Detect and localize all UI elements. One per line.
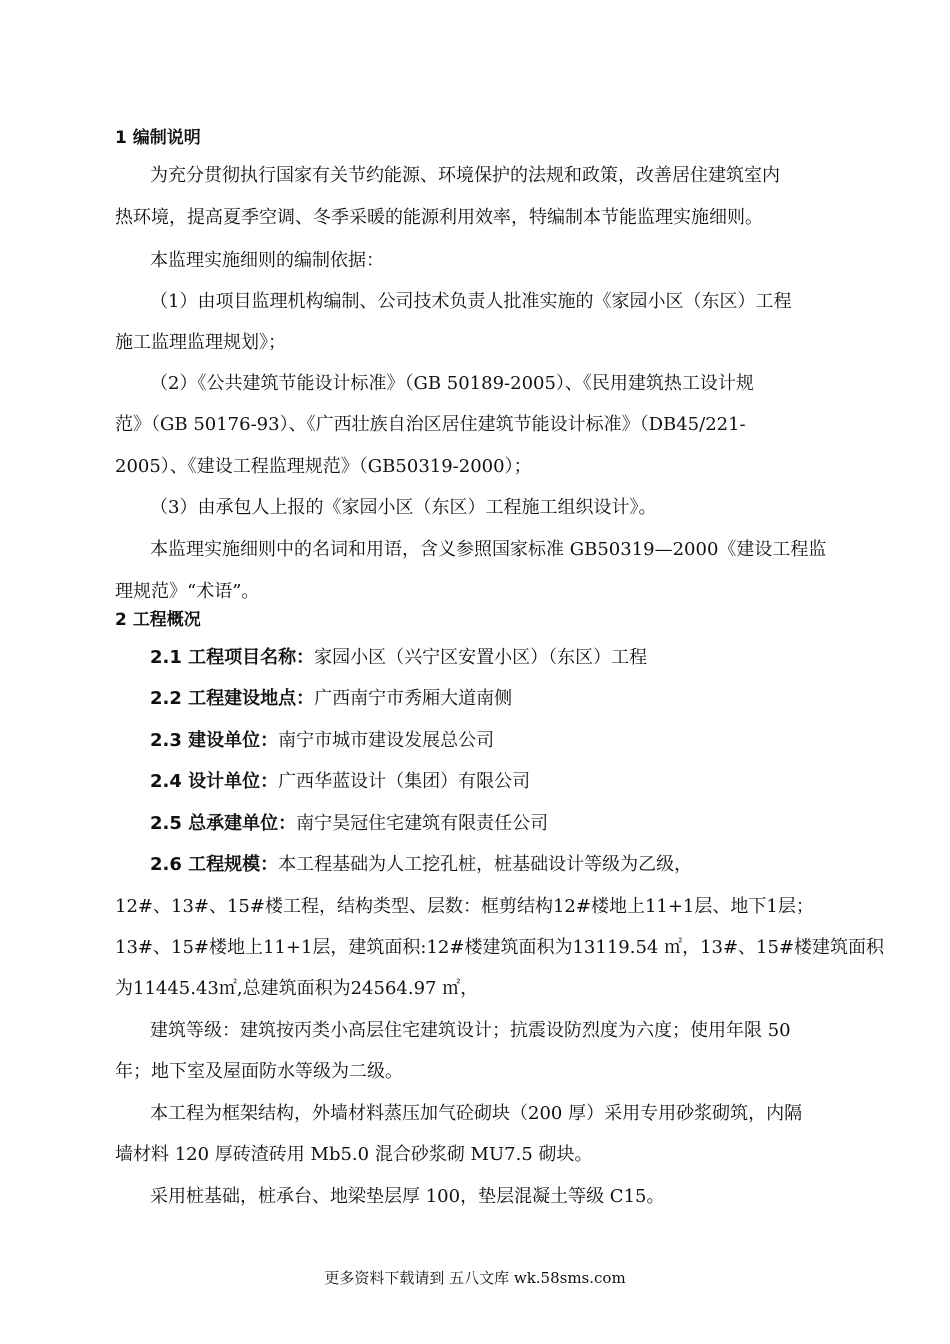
- overview-row: [150, 646, 647, 670]
- structure-line-2: 墙材料 120 厚砖渣砖用 Mb5.0 混合砂浆砌 MU7.5 砌块。: [115, 1144, 593, 1165]
- basis-item-2-line-2: 范》（GB 50176-93）、《广西壮族自治区居住建筑节能设计标准》（DB45/221-: [115, 414, 746, 435]
- grade-line-1: 建筑等级：建筑按丙类小高层住宅建筑设计；抗震设防烈度为六度；使用年限 50: [150, 1020, 791, 1041]
- overview-row-label: 2.1 工程项目名称：: [150, 647, 315, 668]
- overview-row-value: 本工程基础为人工挖孔桩，桩基础设计等级为乙级，: [278, 854, 693, 875]
- overview-row: [150, 853, 692, 877]
- structure-line-1: 本工程为框架结构，外墙材料蒸压加气砼砌块（200 厚）采用专用砂浆砌筑，内隔: [150, 1103, 803, 1124]
- scale-line-1: 12#、13#、15#楼工程，结构类型、层数：框剪结构12#楼地上11+1层、地下1层；: [115, 896, 814, 917]
- paragraph-purpose-line-2: 热环境，提高夏季空调、冬季采暖的能源利用效率，特编制本节能监理实施细则。: [115, 207, 763, 228]
- overview-row-label: 2.5 总承建单位：: [150, 813, 297, 834]
- scale-line-2: 13#、15#楼地上11+1层，建筑面积:12#楼建筑面积为13119.54 ㎡，13#、15#楼建筑面积: [115, 937, 885, 958]
- section-1-heading: 1 编制说明: [115, 128, 201, 148]
- basis-item-3: （3）由承包人上报的《家园小区（东区）工程施工组织设计》。: [150, 497, 657, 518]
- overview-row: [150, 687, 512, 711]
- overview-row-value: 南宁昊冠住宅建筑有限责任公司: [296, 813, 549, 834]
- overview-row-label: 2.2 工程建设地点：: [150, 688, 315, 709]
- overview-row-value: 家园小区（兴宁区安置小区）（东区）工程: [314, 647, 648, 668]
- paragraph-purpose-line-1: 为充分贯彻执行国家有关节约能源、环境保护的法规和政策，改善居住建筑室内: [150, 165, 780, 186]
- basis-item-2-line-3: 2005）、《建设工程监理规范》（GB50319-2000）；: [115, 456, 532, 477]
- basis-item-1-line-1: （1）由项目监理机构编制、公司技术负责人批准实施的《家园小区（东区）工程: [150, 291, 792, 312]
- overview-row-value: 广西南宁市秀厢大道南侧: [314, 688, 513, 709]
- basis-item-2-line-1: （2）《公共建筑节能设计标准》（GB 50189-2005）、《民用建筑热工设计规: [150, 373, 754, 394]
- grade-line-2: 年；地下室及屋面防水等级为二级。: [115, 1061, 403, 1082]
- paragraph-basis: 本监理实施细则的编制依据：: [150, 250, 384, 271]
- overview-row-label: 2.4 设计单位：: [150, 771, 279, 792]
- overview-row: [150, 770, 530, 794]
- paragraph-terms-line-2: 理规范》“术语”。: [115, 581, 260, 602]
- overview-row-value: 广西华蓝设计（集团）有限公司: [278, 771, 531, 792]
- overview-row: [150, 729, 494, 753]
- footer-note: 更多资料下载请到 五八文库 wk.58sms.com: [324, 1269, 626, 1287]
- scale-line-3: 为11445.43㎡,总建筑面积为24564.97 ㎡，: [115, 978, 479, 999]
- overview-row: [150, 812, 548, 836]
- basis-item-1-line-2: 施工监理监理规划》；: [115, 332, 286, 353]
- paragraph-terms-line-1: 本监理实施细则中的名词和用语，含义参照国家标准 GB50319—2000《建设工程监: [150, 539, 827, 560]
- overview-row-label: 2.6 工程规模：: [150, 854, 279, 875]
- foundation-line: 采用桩基础，桩承台、地梁垫层厚 100，垫层混凝土等级 C15。: [150, 1186, 665, 1207]
- overview-row-value: 南宁市城市建设发展总公司: [278, 730, 495, 751]
- overview-row-label: 2.3 建设单位：: [150, 730, 279, 751]
- section-2-heading: 2 工程概况: [115, 610, 201, 630]
